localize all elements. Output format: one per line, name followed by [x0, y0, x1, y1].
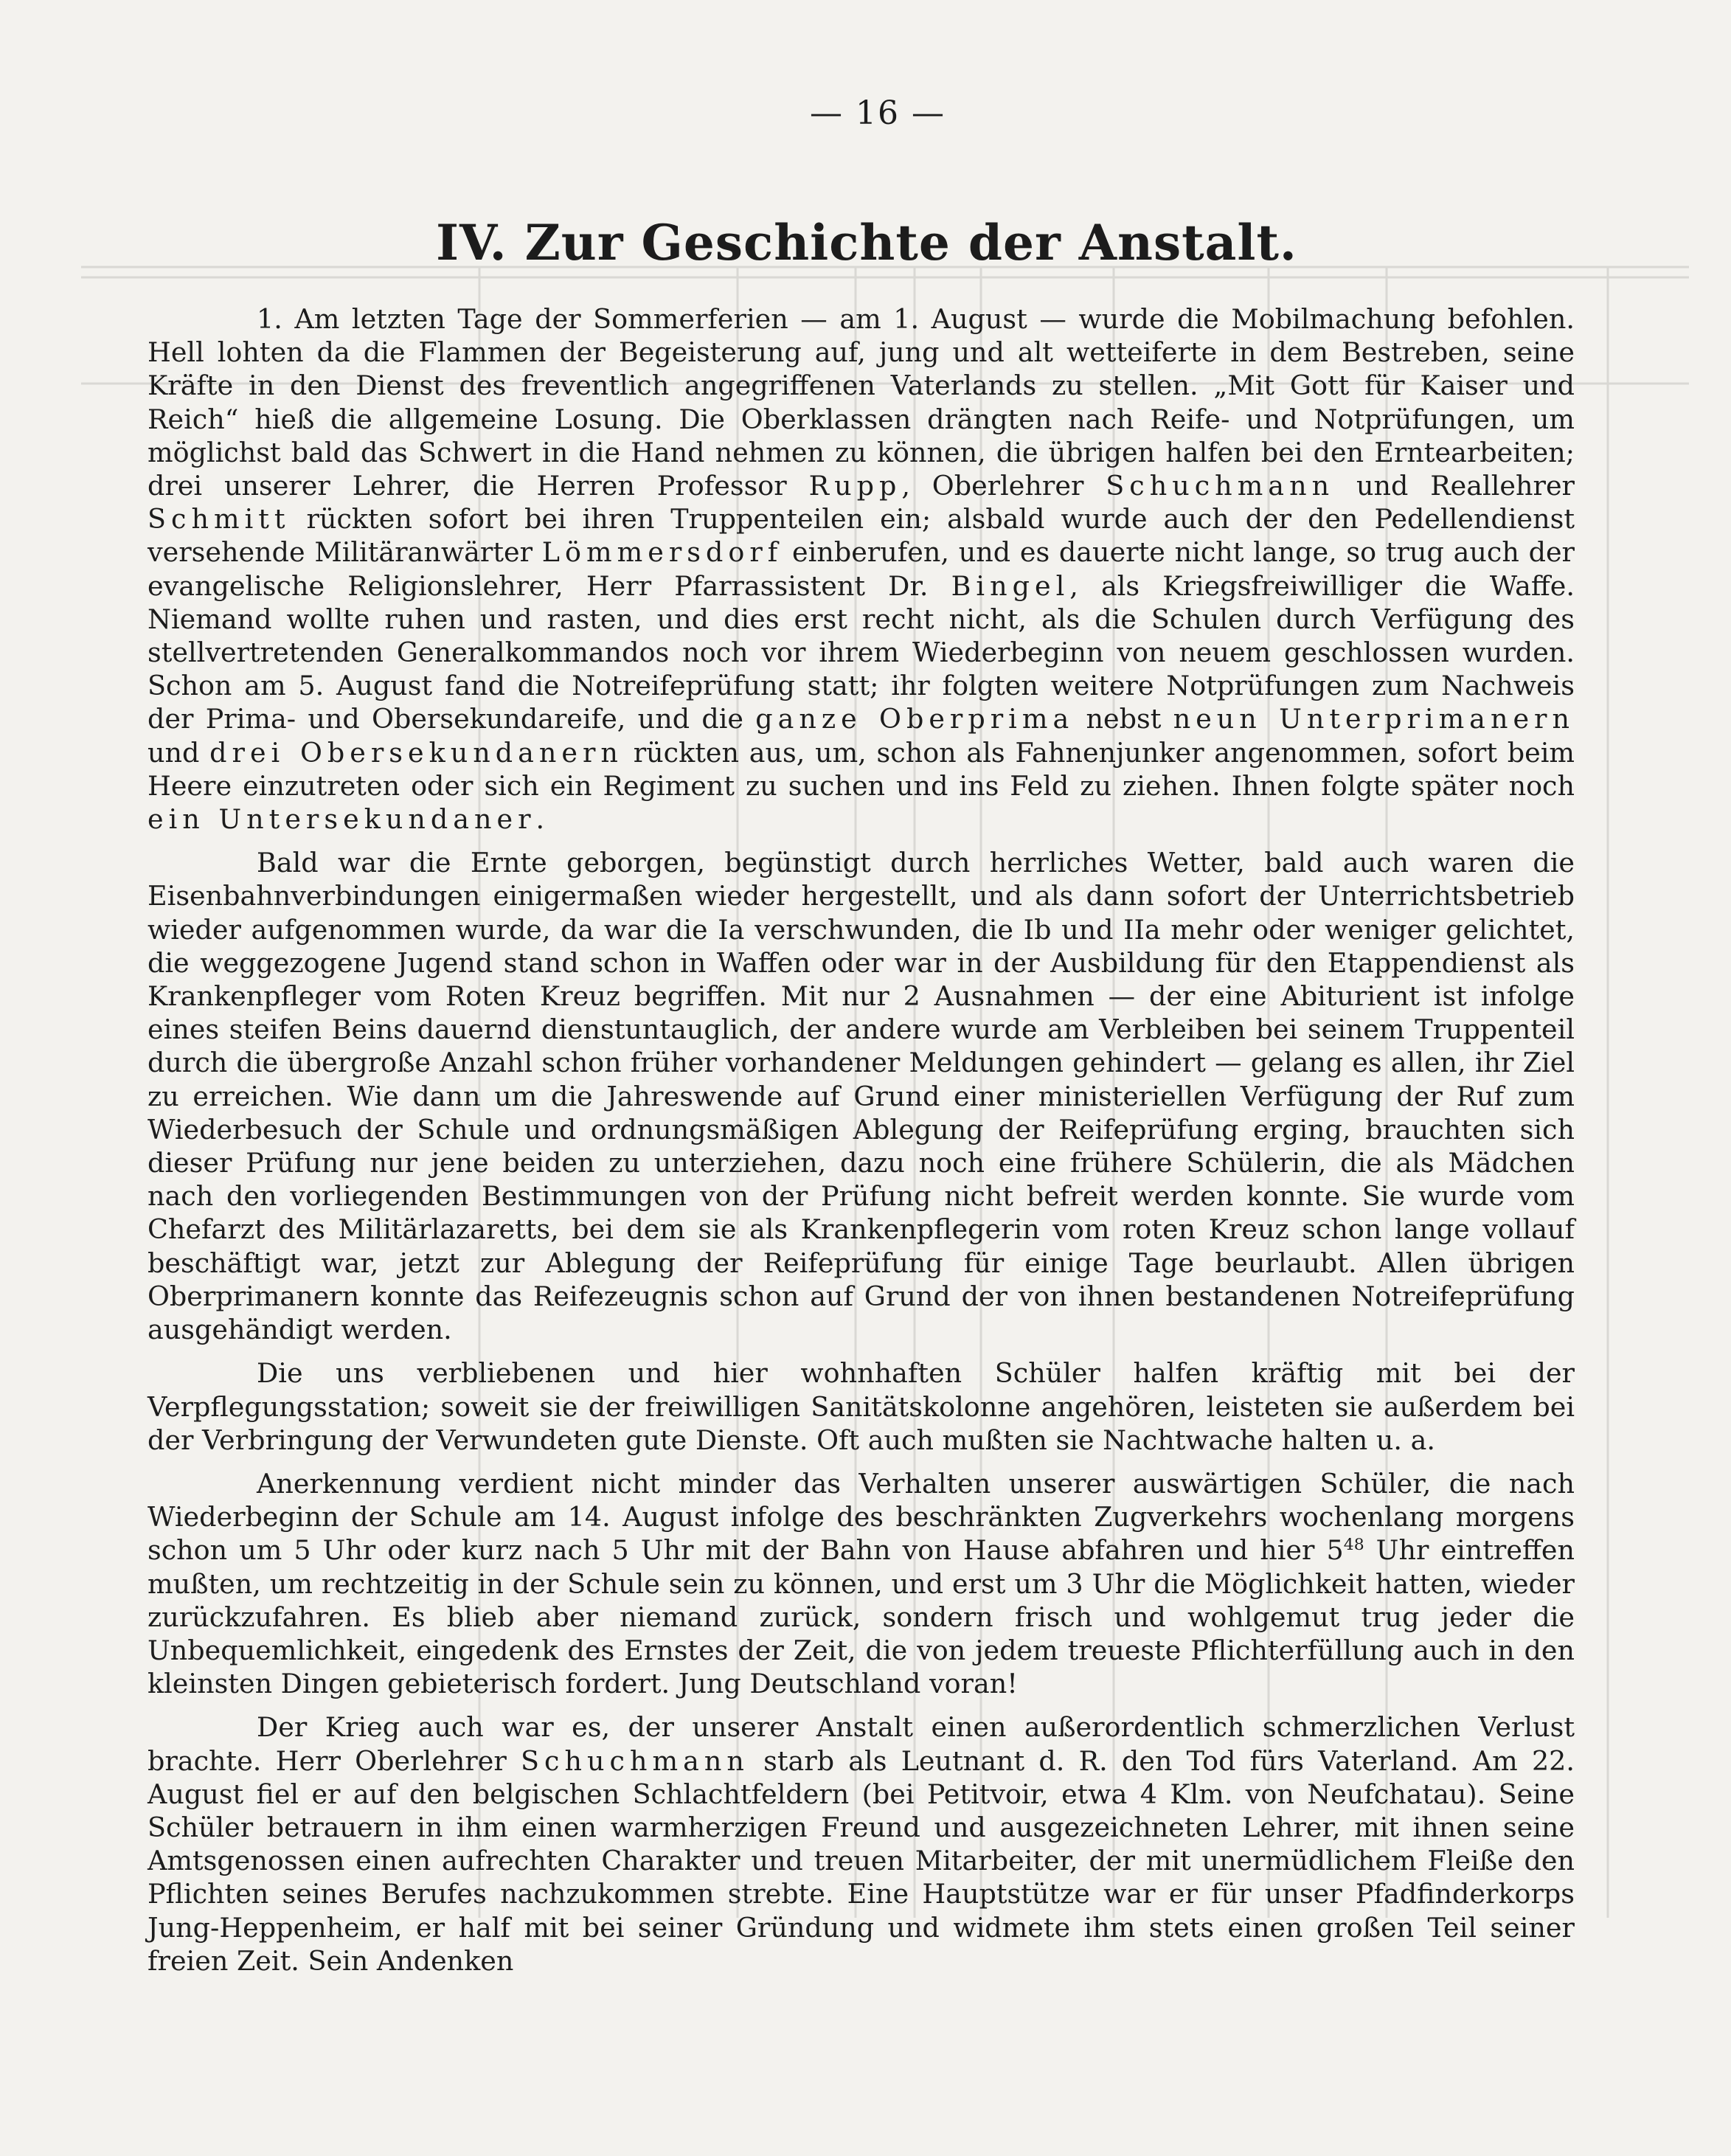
- emphasis-ganze-oberprima: ganze Oberprima: [755, 703, 1075, 735]
- name-schuchmann-2: Schuchmann: [521, 1744, 749, 1777]
- paragraph-1-text-c: und Reallehrer: [1334, 470, 1575, 502]
- paragraph-4-text-b: Uhr eintreffen mußten, um rechtzeitig in der Schule sein zu können, und erst um 3 Uhr die Möglichkeit hatten, wieder zurückzufahren. Es blieb aber niemand zurück, sondern frisch und wohlgemut trug jeder die Unbequemlichkeit, eingedenk des Ernstes der Zeit, die von jedem treueste Pflichterfüllung auch in den kleinsten Dingen gebieterisch fordert. Jung Deutschland voran!: [148, 1534, 1575, 1700]
- paragraph-4: [148, 1467, 1575, 1700]
- paragraph-4-text-a: Anerkennung verdient nicht minder das Verhalten unserer auswärtigen Schüler, die nach Wiederbeginn der Schule am 14. August infolge des beschränkten Zugverkehrs wochenlang morgens schon um 5 Uhr oder kurz nach 5 Uhr mit der Bahn von Hause abfahren und hier 5: [148, 1467, 1575, 1567]
- name-bingel: Bingel: [951, 569, 1070, 602]
- name-loemmersdorf: Lömmersdorf: [541, 536, 783, 569]
- name-rupp: Rupp: [808, 470, 902, 502]
- paragraph-1-text-a: 1. Am letzten Tage der Sommerferien — am 1. August — wurde die Mobilmachung befohlen. Hell lohten da die Flammen der Begeisterung auf, jung und alt wetteiferte in dem Bestreben, seine Kräfte in den Dienst des freventlich angegriffenen Vaterlands zu stellen. „Mit Gott für Kaiser und Reich“ hieß die allgemeine Losung. Die Oberklassen drängten nach Reife- und Notprüfungen, um möglichst bald das Schwert in die Hand nehmen zu können, die übrigen halfen bei den Erntearbeiten; drei unserer Lehrer, die Herren Professor: [148, 303, 1575, 502]
- page-number: — 16 —: [810, 94, 946, 132]
- paragraph-5-text-b: starb als Leutnant d. R. den Tod fürs Vaterland. Am 22. August fiel er auf den belgischen Schlachtfeldern (bei Petitvoir, etwa 4 Klm. von Neufchatau). Seine Schüler betrauern in ihm einen warmherzigen Freund und ausgezeichneten Lehrer, mit ihnen seine Amtsgenossen einen aufrechten Charakter und treuen Mitarbeiter, der mit unermüdlichem Fleiße den Pflichten seines Berufes nachzukommen strebte. Eine Hauptstütze war er für unser Pfadfinderkorps Jung-Heppenheim, er half mit bei seiner Gründung und widmete ihm stets einen großen Teil seiner freien Zeit. Sein Andenken: [148, 1744, 1575, 1977]
- emphasis-neun-unterprimanern: neun Unterprimanern: [1173, 703, 1575, 735]
- chapter-title: IV. Zur Geschichte der Anstalt.: [436, 214, 1297, 271]
- emphasis-drei-obersekundanern: drei Obersekundanern: [209, 736, 623, 769]
- emphasis-ein-untersekundaner: ein Untersekundaner: [148, 803, 536, 836]
- name-schuchmann: Schuchmann: [1106, 470, 1335, 502]
- body-text: [148, 302, 1575, 1978]
- paragraph-1-text-g: nebst: [1074, 703, 1173, 735]
- paragraph-5-text-a: Der Krieg auch war es, der unserer Anstalt einen außerordentlich schmerzlichen Verlust brachte. Herr Oberlehrer: [148, 1711, 1575, 1777]
- paragraph-1-text-b: , Oberlehrer: [901, 470, 1106, 502]
- paragraph-1-text-i: rückten aus, um, schon als Fahnenjunker angenommen, sofort beim Heere einzutreten oder sich ein Regiment zu suchen und ins Feld zu ziehen. Ihnen folgte später noch: [148, 736, 1575, 802]
- paragraph-1-text-f: , als Kriegsfreiwilliger die Waffe. Niemand wollte ruhen und rasten, und dies erst recht nicht, als die Schulen durch Verfügung des stellvertretenden Generalkommandos noch vor ihrem Wiederbeginn von neuem geschlossen wurden. Schon am 5. August fand die Notreifeprüfung statt; ihr folgten weitere Notprüfungen zum Nachweis der Prima- und Obersekundareife, und die: [148, 569, 1575, 735]
- paragraph-2: Bald war die Ernte geborgen, begünstigt durch herrliches Wetter, bald auch waren die Eisenbahnverbindungen einigermaßen wieder hergestellt, und als dann sofort der Unterrichtsbetrieb wieder aufgenommen wurde, da war die Ia verschwunden, die Ib und IIa mehr oder weniger gelichtet, die weggezogene Jugend stand schon in Waffen oder war in der Ausbildung für den Etappendienst als Krankenpfleger vom Roten Kreuz begriffen. Mit nur 2 Ausnahmen — der eine Abiturient ist infolge eines steifen Beins dauernd dienstuntauglich, der andere wurde am Verbleiben bei seinem Truppenteil durch die übergroße Anzahl schon früher vorhandener Meldungen gehindert — gelang es allen, ihr Ziel zu erreichen. Wie dann um die Jahreswende auf Grund einer ministeriellen Verfügung der Ruf zum Wiederbesuch der Schule und ordnungsmäßigen Ablegung der Reifeprüfung erging, brauchten sich dieser Prüfung nur jene beiden zu unterziehen, dazu noch eine frühere Schülerin, die als Mädchen nach den vorliegenden Bestimmungen von der Prüfung nicht befreit werden konnte. Sie wurde vom Chefarzt des Militärlazaretts, bei dem sie als Krankenpflegerin vom roten Kreuz schon lange vollauf beschäftigt war, jetzt zur Ablegung der Reifeprüfung für einige Tage beurlaubt. Allen übrigen Oberprimanern konnte das Reifezeugnis schon auf Grund der von ihnen bestandenen Notreifeprüfung ausgehändigt werden.: [148, 847, 1575, 1346]
- time-superscript: 48: [1343, 1536, 1364, 1555]
- paragraph-1-text-e: einberufen, und es dauerte nicht lange, so trug auch der evangelische Religionslehrer, Herr Pfarrassistent Dr.: [148, 536, 1575, 602]
- name-schmitt: Schmitt: [148, 503, 291, 535]
- paragraph-1-text-h: und: [148, 736, 210, 769]
- paragraph-1: [148, 302, 1575, 836]
- paragraph-1-text-j: .: [535, 803, 545, 836]
- paragraph-5: [148, 1710, 1575, 1978]
- paragraph-3: Die uns verbliebenen und hier wohnhaften Schüler halfen kräftig mit bei der Verpflegungsstation; soweit sie der freiwilligen Sanitätskolonne angehören, leisteten sie außerdem bei der Verbringung der Verwundeten gute Dienste. Oft auch mußten sie Nachtwache halten u. a.: [148, 1357, 1575, 1456]
- paragraph-1-text-d: rückten sofort bei ihren Truppenteilen ein; alsbald wurde auch der den Pedellendienst versehende Militäranwärter: [148, 503, 1575, 569]
